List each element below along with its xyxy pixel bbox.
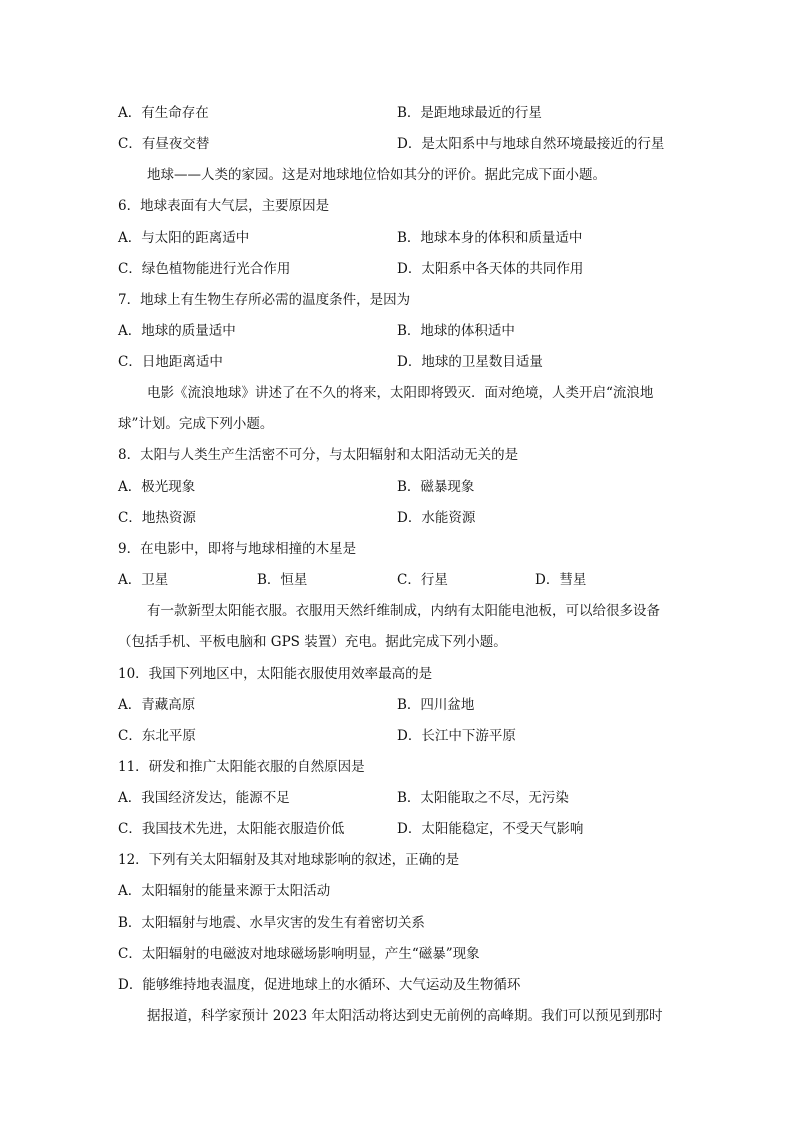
passage-text: 地球——人类的家园。这是对地球地位恰如其分的评价。据此完成下面小题。	[147, 167, 606, 183]
option-text: D．是太阳系中与地球自然环境最接近的行星	[397, 136, 665, 152]
option-text: B．太阳能取之不尽，无污染	[397, 790, 569, 806]
option-text: A．太阳辐射的能量来源于太阳活动	[118, 883, 331, 899]
question-stem: 9．在电影中，即将与地球相撞的木星是	[118, 541, 357, 557]
option-text: A．青藏高原	[118, 697, 196, 713]
passage-text: 电影《流浪地球》讲述了在不久的将来，太阳即将毁灭．面对绝境，人类开启“流浪地	[147, 385, 654, 401]
option-text: B．地球的体积适中	[397, 323, 515, 339]
question-stem: 7．地球上有生物生存所必需的温度条件，是因为	[118, 292, 411, 308]
option-text: B．四川盆地	[397, 697, 475, 713]
option-text: C．太阳辐射的电磁波对地球磁场影响明显，产生“磁暴”现象	[118, 946, 480, 962]
option-text: A．与太阳的距离适中	[118, 230, 250, 246]
question-stem: 6．地球表面有大气层，主要原因是	[118, 198, 330, 214]
option-text: C．日地距离适中	[118, 354, 223, 370]
passage-text: 有一款新型太阳能衣服。衣服用天然纤维制成，内纳有太阳能电池板，可以给很多设备	[147, 603, 660, 619]
option-text: D．太阳能稳定，不受天气影响	[397, 821, 584, 837]
option-text: A．我国经济发达，能源不足	[118, 790, 290, 806]
option-text: C．绿色植物能进行光合作用	[118, 261, 291, 277]
question-stem: 11．研发和推广太阳能衣服的自然原因是	[118, 759, 365, 775]
option-text: D．地球的卫星数目适量	[397, 354, 543, 370]
option-text: B．磁暴现象	[397, 479, 475, 495]
passage-text: 球”计划。完成下列小题。	[118, 416, 274, 432]
option-text: A．卫星	[118, 572, 169, 588]
option-text: D．太阳系中各天体的共同作用	[397, 261, 584, 277]
option-text: C．我国技术先进，太阳能衣服造价低	[118, 821, 345, 837]
option-text: A．地球的质量适中	[118, 323, 236, 339]
option-text: D．彗星	[535, 572, 587, 588]
option-text: D．能够维持地表温度，促进地球上的水循环、大气运动及生物循环	[118, 977, 521, 993]
passage-text: 据报道，科学家预计 2023 年太阳活动将达到史无前例的高峰期。我们可以预见到那时	[147, 1008, 663, 1024]
option-text: C．有昼夜交替	[118, 136, 210, 152]
option-text: A．极光现象	[118, 479, 196, 495]
question-stem: 12．下列有关太阳辐射及其对地球影响的叙述，正确的是	[118, 852, 460, 868]
option-text: B．太阳辐射与地震、水旱灾害的发生有着密切关系	[118, 915, 425, 931]
question-stem: 10．我国下列地区中，太阳能衣服使用效率最高的是	[118, 666, 433, 682]
option-text: C．地热资源	[118, 510, 196, 526]
option-text: D．长江中下游平原	[397, 728, 516, 744]
option-text: A．有生命存在	[118, 105, 209, 121]
option-text: C．东北平原	[118, 728, 196, 744]
option-text: B．是距地球最近的行星	[397, 105, 542, 121]
option-text: B．地球本身的体积和质量适中	[397, 230, 583, 246]
option-text: B．恒星	[257, 572, 308, 588]
passage-text: （包括手机、平板电脑和 GPS 装置）充电。据此完成下列小题。	[118, 634, 507, 650]
question-stem: 8．太阳与人类生产生活密不可分，与太阳辐射和太阳活动无关的是	[118, 447, 519, 463]
option-text: D．水能资源	[397, 510, 476, 526]
option-text: C．行星	[397, 572, 448, 588]
